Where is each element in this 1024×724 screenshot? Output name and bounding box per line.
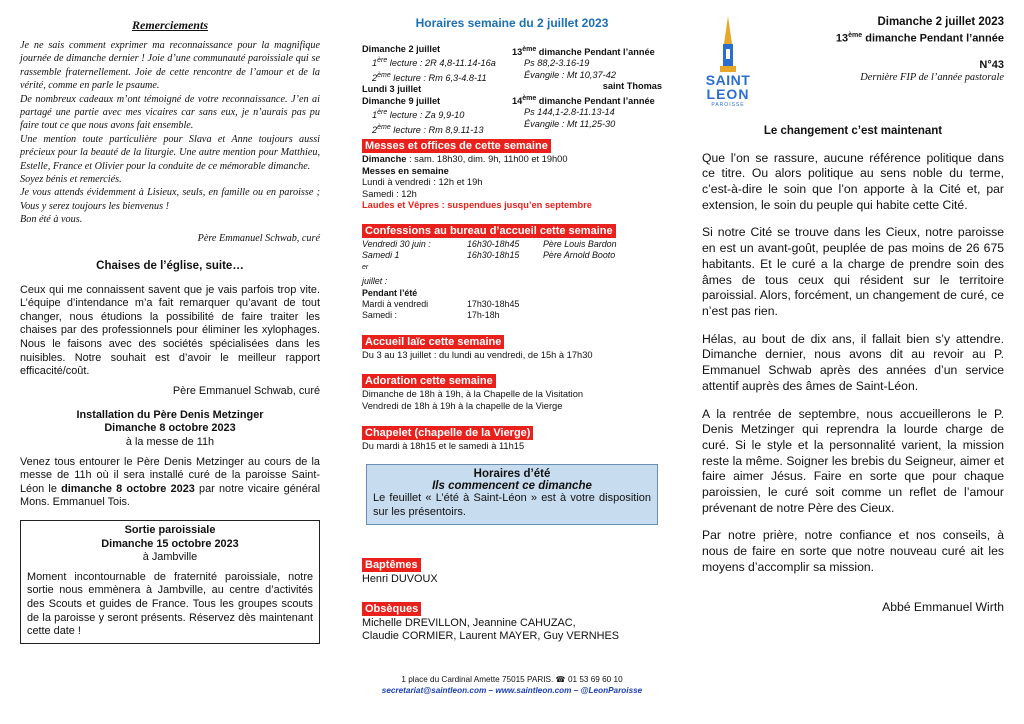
l-num: 14 <box>512 95 523 106</box>
logo-saint: SAINT <box>705 72 751 88</box>
sortie-text: Moment incontournable de fraternité paroissiale, notre sortie nous emmènera à Jambville, au centre d’activités des Scouts et guides de France. Tous les groupes scouts de la paroisse y seront présents. Réservez dès maintenant cette date ! <box>27 570 313 638</box>
messes-dimanche <box>362 154 662 166</box>
messes-title: Messes et offices de cette semaine <box>362 139 551 153</box>
r-num: 2 <box>372 72 378 83</box>
readings-right <box>512 44 662 130</box>
dimanche-9-psalm: Ps 144,1-2.8-11.13-14 <box>524 107 615 118</box>
dimanche-2-liturgy <box>512 44 662 58</box>
remerciements-p1: Je ne sais comment exprimer ma reconnaissance pour la magnifique journée de dimanche dernier ! Joie d’une communauté paroissiale qui se rassemble fraternellement. Joie de cette rencontre de l’amour et de la vérité, comme en parle le psaume. <box>20 40 320 92</box>
installation-sub: à la messe de 11h <box>125 436 215 449</box>
installation-text-b: par notre vicaire général Mons. Emmanuel Tois. <box>20 482 321 509</box>
dim-label: Dimanche <box>362 154 407 164</box>
installation-text-a: Venez tous entourer le Père Denis Metzinger au cours de la messe de 11h où il sera installé curé de la paroisse Saint-Léon le <box>20 455 320 495</box>
right-column <box>702 0 1004 614</box>
confession-row <box>362 299 662 310</box>
logo-paroisse: PAROISSE <box>711 102 745 108</box>
r-text: lecture : 2R 4,8-11.14-16a <box>387 58 496 69</box>
issue-number: N°43 <box>979 58 1004 71</box>
conf-time: 17h-18h <box>467 310 500 321</box>
chapelet-text: Du mardi à 18h15 et le samedi à 11h15 <box>362 440 525 451</box>
horaires-title: Horaires semaine du 2 juillet 2023 <box>415 16 609 30</box>
editorial-p2: Si notre Cité se trouve dans les Cieux, notre paroisse en est un avant-goût, peuplée de pas moins de 26 675 habitants. Et le curé a la charge de prendre soin des âmes de tous ceux qui résident sur le territoire paroissial. Alors, forcément, un changement de curé, ce n’est pas rien. <box>702 225 1004 318</box>
r-num: 1 <box>372 58 378 69</box>
installation-date: Dimanche 8 octobre 2023 <box>104 422 236 435</box>
conf-time: 16h30-18h15 <box>467 250 520 261</box>
lundi-saint: saint Thomas <box>602 81 662 92</box>
sortie-date: Dimanche 15 octobre 2023 <box>101 537 239 550</box>
adoration-l1: Dimanche de 18h à 19h, à la Chapelle de la Visitation <box>362 389 584 400</box>
conf-time: 17h30-18h45 <box>467 298 520 309</box>
confessions-title: Confessions au bureau d’accueil cette semaine <box>362 224 616 238</box>
horaires-ete-text: Le feuillet « L’été à Saint-Léon » est à votre disposition sur les présentoirs. <box>373 492 651 518</box>
issue-note: Dernière FIP de l’année pastorale <box>860 71 1004 83</box>
editorial-p3: Hélas, au bout de dix ans, il fallait bien s’y attendre. Dimanche dernier, nous avons dit au revoir au P. Emmanuel Schwab après des années d’un service attentif auprès des âmes de Saint-Léon. <box>702 331 1004 393</box>
conf-day <box>362 250 467 287</box>
remerciements-text <box>20 39 320 227</box>
installation-text <box>20 456 320 510</box>
dim-sup: ème <box>848 32 863 39</box>
dim-num: 13 <box>835 32 849 45</box>
chaises-signature: Père Emmanuel Schwab, curé <box>172 384 320 397</box>
parish-logo <box>702 14 754 114</box>
accueil-title: Accueil laïc cette semaine <box>362 335 504 349</box>
dim-text: dimanche Pendant l’année <box>862 32 1004 45</box>
chapelet-title: Chapelet (chapelle de la Vierge) <box>362 426 533 440</box>
r-num: 2 <box>372 124 378 135</box>
messes-body <box>362 154 662 212</box>
remerciements-p4: Soyez bénis et remerciés. <box>20 174 122 186</box>
dimanche-9-gospel: Évangile : Mt 11,25-30 <box>524 118 616 129</box>
confession-row <box>362 239 662 250</box>
dimanche-2-reading2 <box>362 70 512 84</box>
dimanche-2-psalm: Ps 88,2-3.16-19 <box>524 58 590 69</box>
conf-day-b: juillet : <box>362 276 388 287</box>
obseques-section <box>362 599 662 644</box>
footer-address: 1 place du Cardinal Amette 75015 PARIS. ☎ 01 53 69 60 10 <box>401 675 623 684</box>
messes-lundi-vendredi: Lundi à vendredi : 12h et 19h <box>362 177 483 188</box>
conf-day-sup: er <box>362 263 369 271</box>
confession-row <box>362 310 662 321</box>
remerciements-p6: Bon été à vous. <box>20 214 83 226</box>
logo-leon: LEON <box>706 86 750 102</box>
laudes-notice: Laudes et Vêpres : suspendues jusqu’en septembre <box>362 200 592 211</box>
conf-time: 16h30-18h45 <box>467 238 520 249</box>
r-sup: ème <box>377 71 391 79</box>
horaires-ete-box <box>366 464 658 525</box>
sortie-place: à Jambville <box>142 551 198 564</box>
dimanche-2-gospel: Évangile : Mt 10,37-42 <box>524 69 616 80</box>
adoration-section <box>362 371 662 412</box>
messes-semaine-label: Messes en semaine <box>362 165 449 176</box>
l-num: 13 <box>512 47 523 58</box>
r-text: lecture : Za 9,9-10 <box>387 110 465 121</box>
obseques-title: Obsèques <box>362 602 421 616</box>
dimanche-9-reading2 <box>362 122 512 136</box>
confession-row <box>362 250 662 287</box>
readings-left <box>362 44 512 136</box>
dimanche-2-reading1 <box>362 55 512 69</box>
remerciements-p2: De nombreux cadeaux m’ont témoigné de votre reconnaissance. J’en ai partagé une partie avec mes vicaires car sans eux, je n’aurais pas pu faire tout ce que nous avons fait ensemble. <box>20 93 320 132</box>
footer-links[interactable]: secretariat@saintleon.com – www.saintleon.com – @LeonParoisse <box>381 686 643 695</box>
remerciements-title: Remerciements <box>132 18 208 32</box>
middle-column <box>362 0 662 724</box>
adoration-l2: Vendredi de 18h à 19h à la chapelle de la Vierge <box>362 400 563 411</box>
sortie-box <box>20 520 320 644</box>
dim-text: : sam. 18h30, dim. 9h, 11h00 et 19h00 <box>406 154 568 164</box>
conf-priest: Père Louis Bardon <box>543 238 617 249</box>
issue-date: Dimanche 2 juillet 2023 <box>877 16 1004 28</box>
r-text: lecture : Rm 6,3-4.8-11 <box>390 72 487 83</box>
conf-day: Mardi à vendredi <box>362 298 429 309</box>
conf-day: Vendredi 30 juin : <box>362 238 431 249</box>
conf-day: Samedi : <box>362 310 398 321</box>
lundi-label: Lundi 3 juillet <box>362 84 422 95</box>
accueil-text: Du 3 au 13 juillet : du lundi au vendredi, de 15h à 17h30 <box>362 349 593 360</box>
horaires-ete-title: Horaires d’été <box>473 468 551 481</box>
remerciements-p5: Je vous attends évidemment à Lisieux, seuls, en famille ou en paroisse ; Vous y serez toujours les bienvenus ! <box>20 187 320 212</box>
editorial-signature: Abbé Emmanuel Wirth <box>882 599 1004 614</box>
chapelet-section <box>362 423 662 453</box>
dimanche-9-liturgy <box>512 93 662 107</box>
horaires-ete-subtitle: Ils commencent ce dimanche <box>432 480 592 493</box>
l-sup: ème <box>522 94 537 102</box>
installation-title: Installation du Père Denis Metzinger <box>76 408 264 421</box>
dimanche-9-reading1 <box>362 107 512 121</box>
dimanche-2-label: Dimanche 2 juillet <box>362 44 441 54</box>
editorial-p1: Que l’on se rassure, aucune référence politique dans ce titre. Ou alors politique au sens noble du terme, c’est-à-dire le soin que l’on apporte à la Cité et, par extension, le soin du peuple qui habite cette Cité. <box>702 150 1004 212</box>
obseques-l1: Michelle DREVILLON, Jeannine CAHUZAC, <box>362 616 576 629</box>
editorial-p4: A la rentrée de septembre, nous accueillerons le P. Denis Metzinger qui reprendra la lourde charge de curé. Si le style et la personnalité varient, la mission reste la même. Soigner les brebis du Seigneur, aimer et faire aimer Jésus. Faire en sorte que pour chaque paroissien, le curé soit comme un reflet de l’amour prévenant de notre Père des Cieux. <box>702 406 1004 515</box>
chaises-text: Ceux qui me connaissent savent que je vais parfois trop vite. L’équipe d’intendance m’a fait remarquer qu’avant de tout changer, nous étudions la possibilité de faire traiter les chaises par des professionnels pour éliminer les xylophages. Nous le faisons avec des sociétés spécialisées dans les nuisibles. Notre souhait est d’avoir le meilleur rapport efficacité/coût. <box>20 283 320 378</box>
readings-block <box>362 44 662 135</box>
r-num: 1 <box>372 110 378 121</box>
dimanche-9-label: Dimanche 9 juillet <box>362 95 441 106</box>
messes-samedi: Samedi : 12h <box>362 188 417 199</box>
confessions-body <box>362 239 662 322</box>
installation-header <box>20 409 320 450</box>
r-sup: ère <box>377 109 388 117</box>
r-sup: ère <box>377 57 388 65</box>
baptemes-title: Baptêmes <box>362 558 421 572</box>
remerciements-signature: Père Emmanuel Schwab, curé <box>197 232 320 244</box>
baptemes-names: Henri DUVOUX <box>362 573 438 586</box>
editorial-title: Le changement c’est maintenant <box>763 124 943 137</box>
conf-priest: Père Arnold Booto <box>543 250 616 261</box>
conf-day-a: Samedi 1 <box>362 250 400 261</box>
left-column <box>20 0 320 644</box>
editorial-p5: Par notre prière, notre confiance et nos conseils, à nous de faire en sorte que notre nouveau curé ait les moyens d’accomplir sa mission. <box>702 528 1004 574</box>
installation-text-bold: dimanche 8 octobre 2023 <box>61 482 195 495</box>
l-sup: ème <box>522 46 537 53</box>
obseques-l2: Claudie CORMIER, Laurent MAYER, Guy VERNHES <box>362 629 620 642</box>
sortie-title: Sortie paroissiale <box>124 524 216 536</box>
messes-section <box>362 136 662 212</box>
pendant-ete-label: Pendant l’été <box>362 287 418 298</box>
r-sup: ème <box>377 123 391 131</box>
adoration-title: Adoration cette semaine <box>362 374 496 388</box>
confessions-section <box>362 221 662 322</box>
l-text: dimanche Pendant l’année <box>536 95 655 106</box>
chaises-title: Chaises de l’église, suite… <box>96 259 244 272</box>
baptemes-section <box>362 555 662 586</box>
r-text: lecture : Rm 8,9.11-13 <box>390 124 484 135</box>
l-text: dimanche Pendant l’année <box>536 47 655 58</box>
accueil-section <box>362 332 662 362</box>
footer <box>362 674 662 696</box>
remerciements-p3: Une mention toute particulière pour Slava et Anne toujours aussi précieux pour la beauté de la liturgie. Une autre mention pour Matthieu, Estelle, France et Olivier pour la conduite de ce mémorable dimanche. <box>20 133 320 172</box>
